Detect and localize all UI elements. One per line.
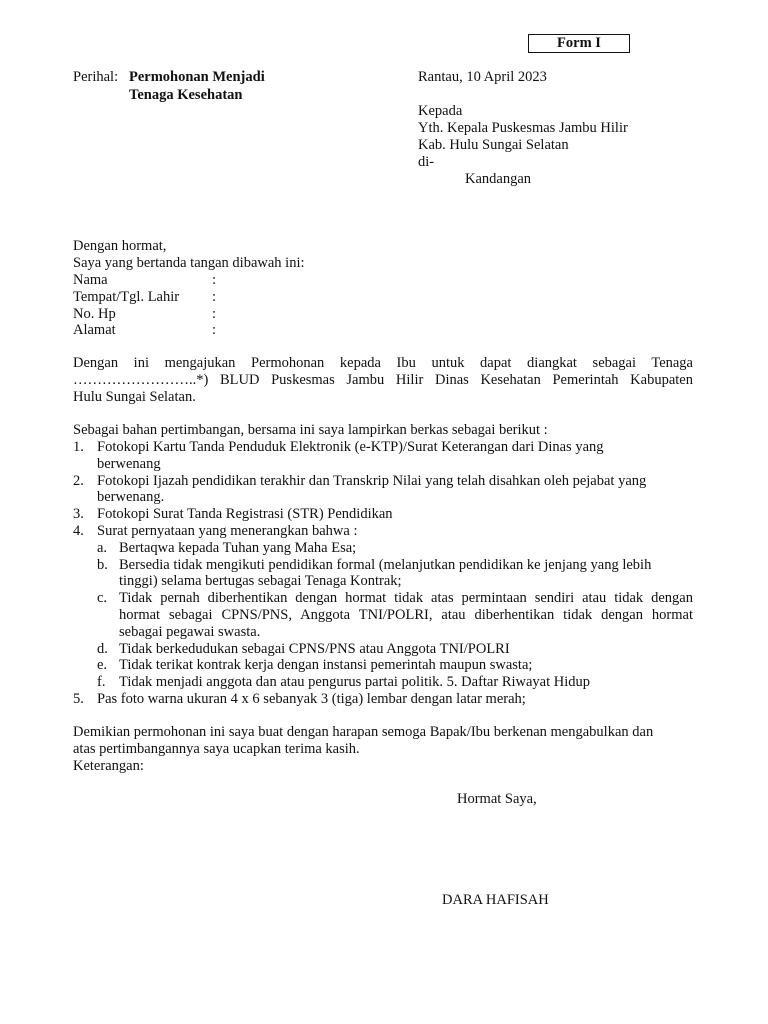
field-label: Nama bbox=[73, 272, 108, 288]
sub-letter: a. bbox=[97, 539, 108, 556]
list-item bbox=[73, 473, 693, 490]
sub-letter: c. bbox=[97, 590, 108, 607]
list-number: 3. bbox=[73, 506, 84, 523]
sub-letter: e. bbox=[97, 657, 108, 674]
signer-name: DARA HAFISAH bbox=[442, 892, 549, 908]
sub-item bbox=[73, 557, 693, 574]
sub-text: hormat sebagai CPNS/PNS, Anggota TNI/POLRI, atau diberhentikan tidak dengan hormat bbox=[119, 606, 693, 623]
field-row-hp bbox=[73, 306, 273, 323]
sub-item-continuation bbox=[73, 573, 693, 590]
attachment-list bbox=[73, 439, 693, 708]
list-number: 5. bbox=[73, 690, 84, 707]
recipient-di: di- bbox=[418, 154, 435, 170]
attachments-intro: Sebagai bahan pertimbangan, bersama ini saya lampirkan berkas sebagai berikut : bbox=[73, 422, 548, 438]
field-colon: : bbox=[212, 322, 217, 339]
sub-item bbox=[73, 674, 693, 691]
sub-letter: d. bbox=[97, 640, 108, 657]
sub-item-continuation bbox=[73, 624, 693, 641]
greeting: Dengan hormat, bbox=[73, 238, 167, 254]
sub-text: tinggi) selama bertugas sebagai Tenaga Kontrak; bbox=[119, 573, 402, 590]
field-row-nama bbox=[73, 272, 273, 289]
sub-item-continuation bbox=[73, 607, 693, 624]
sub-text: Tidak terikat kontrak kerja dengan instansi pemerintah maupun swasta; bbox=[119, 657, 533, 674]
field-row-ttl bbox=[73, 289, 273, 306]
hormat-saya: Hormat Saya, bbox=[457, 791, 537, 807]
recipient-line-2: Kab. Hulu Sungai Selatan bbox=[418, 137, 569, 153]
sub-item bbox=[73, 540, 693, 557]
place-date: Rantau, 10 April 2023 bbox=[418, 69, 547, 85]
list-number: 2. bbox=[73, 472, 84, 489]
list-text: Pas foto warna ukuran 4 x 6 sebanyak 3 (tiga) lembar dengan latar merah; bbox=[97, 690, 526, 707]
sub-letter: b. bbox=[97, 556, 108, 573]
field-row-alamat bbox=[73, 322, 273, 339]
paragraph-line: Dengan ini mengajukan Permohonan kepada Ibu untuk dapat diangkat sebagai Tenaga bbox=[73, 355, 693, 371]
list-item-continuation bbox=[73, 456, 693, 473]
form-label: Form I bbox=[528, 34, 630, 53]
list-item bbox=[73, 506, 693, 523]
field-colon: : bbox=[212, 272, 217, 288]
list-text: berwenang bbox=[97, 455, 161, 472]
sub-text: Tidak menjadi anggota dan atau pengurus partai politik. 5. Daftar Riwayat Hidup bbox=[119, 674, 591, 691]
list-number: 4. bbox=[73, 522, 84, 539]
paragraph-line: Hulu Sungai Selatan. bbox=[73, 388, 196, 405]
sub-letter: f. bbox=[97, 674, 106, 691]
field-label: No. Hp bbox=[73, 305, 116, 322]
sub-item bbox=[73, 657, 693, 674]
field-label: Tempat/Tgl. Lahir bbox=[73, 288, 180, 305]
recipient-line-1: Yth. Kepala Puskesmas Jambu Hilir bbox=[418, 120, 628, 136]
perihal-line-2: Tenaga Kesehatan bbox=[129, 87, 243, 103]
paragraph-line: ……………………..*) BLUD Puskesmas Jambu Hilir Dinas Kesehatan Pemerintah Kabupaten bbox=[73, 371, 693, 388]
field-colon: : bbox=[212, 305, 217, 322]
field-colon: : bbox=[212, 288, 217, 305]
list-text: berwenang. bbox=[97, 489, 165, 506]
list-item bbox=[73, 439, 693, 456]
list-item bbox=[73, 523, 693, 540]
closing-line-2: atas pertimbangannya saya ucapkan terima kasih. bbox=[73, 741, 360, 757]
recipient-city: Kandangan bbox=[465, 171, 532, 187]
sub-text: Tidak berkedudukan sebagai CPNS/PNS atau Anggota TNI/POLRI bbox=[119, 640, 510, 657]
list-text: Surat pernyataan yang menerangkan bahwa : bbox=[97, 522, 358, 539]
closing-line-1: Demikian permohonan ini saya buat dengan harapan semoga Bapak/Ibu berkenan mengabulkan dan bbox=[73, 724, 654, 740]
identity-fields bbox=[73, 272, 273, 339]
list-number: 1. bbox=[73, 439, 84, 455]
list-text: Fotokopi Ijazah pendidikan terakhir dan Transkrip Nilai yang telah disahkan oleh pejabat yang bbox=[97, 472, 647, 489]
list-text: Fotokopi Kartu Tanda Penduduk Elektronik (e-KTP)/Surat Keterangan dari Dinas yang bbox=[97, 439, 604, 455]
sub-text: Bersedia tidak mengikuti pendidikan formal (melanjutkan pendidikan ke jenjang yang lebih bbox=[119, 556, 652, 573]
keterangan-label: Keterangan: bbox=[73, 758, 144, 774]
list-text: Fotokopi Surat Tanda Registrasi (STR) Pendidikan bbox=[97, 506, 393, 523]
sub-item bbox=[73, 641, 693, 658]
sub-item bbox=[73, 590, 693, 607]
intro-text: Saya yang bertanda tangan dibawah ini: bbox=[73, 255, 305, 271]
recipient-kepada: Kepada bbox=[418, 103, 463, 119]
field-label: Alamat bbox=[73, 322, 116, 339]
perihal-label: Perihal: bbox=[73, 69, 119, 85]
sub-text: Bertaqwa kepada Tuhan yang Maha Esa; bbox=[119, 539, 357, 556]
sub-text: Tidak pernah diberhentikan dengan hormat tidak atas permintaan sendiri atau tidak dengan bbox=[119, 590, 693, 607]
sub-text: sebagai pegawai swasta. bbox=[119, 623, 261, 640]
perihal-line-1: Permohonan Menjadi bbox=[129, 69, 265, 85]
list-item-continuation bbox=[73, 489, 693, 506]
request-paragraph bbox=[73, 355, 693, 405]
list-item bbox=[73, 691, 693, 708]
